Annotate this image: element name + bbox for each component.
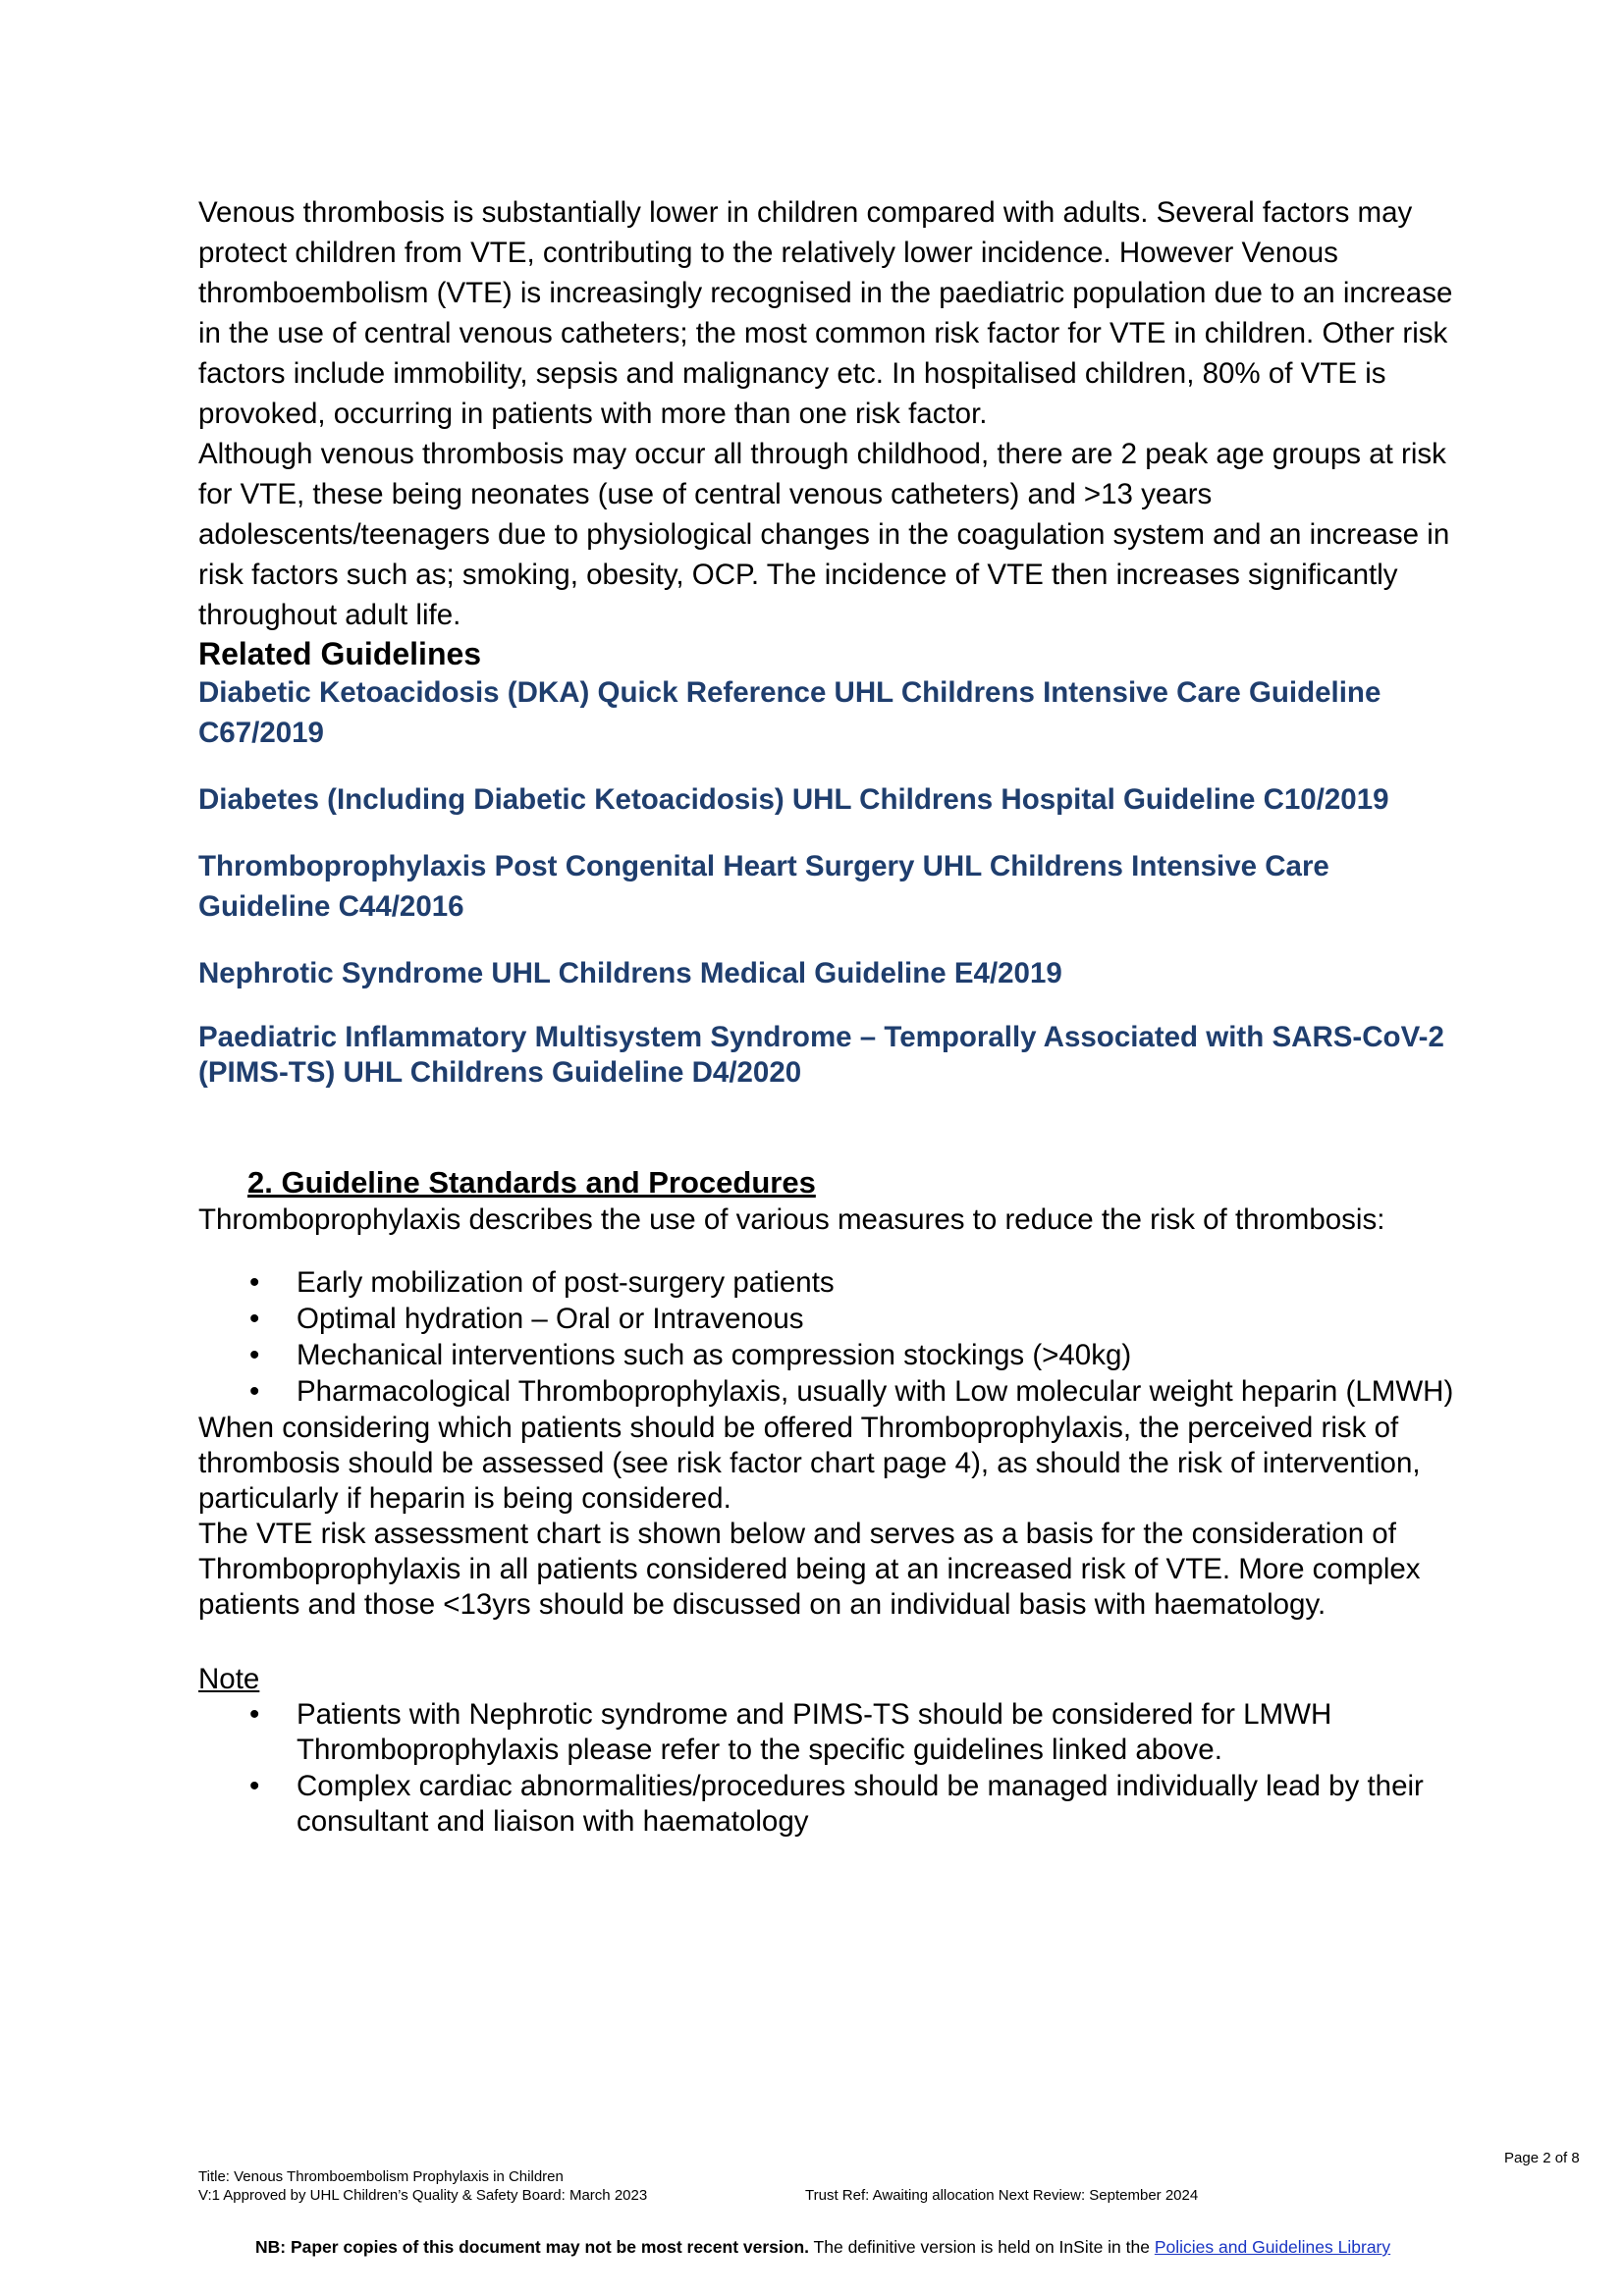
- list-item: • Mechanical interventions such as compression stockings (>40kg): [249, 1339, 1132, 1371]
- bullet-icon: •: [249, 1339, 260, 1371]
- related-link-diabetes[interactable]: Diabetes (Including Diabetic Ketoacidosis) UHL Childrens Hospital Guideline C10/2019: [198, 783, 1389, 816]
- footer-title: Title: Venous Thromboembolism Prophylaxis in Children: [198, 2168, 564, 2185]
- risk-chart-paragraph: The VTE risk assessment chart is shown below and serves as a basis for the consideration of Thromboprophylaxis in all patients considered being at an increased risk of VTE. More complex patients and those <13yrs should be discussed on an individual basis with haematology.: [198, 1518, 1421, 1621]
- bullet-icon: •: [249, 1266, 260, 1299]
- list-item: • Early mobilization of post-surgery patients: [249, 1266, 835, 1299]
- list-item: • Pharmacological Thromboprophylaxis, usually with Low molecular weight heparin (LMWH): [249, 1375, 1454, 1408]
- considering-paragraph: When considering which patients should be offered Thromboprophylaxis, the perceived risk of thrombosis should be assessed (see risk factor chart page 4), as should the risk of intervention, particularly if heparin is being considered.: [198, 1412, 1421, 1515]
- list-item: • Patients with Nephrotic syndrome and PIMS-TS should be considered for LMWH Thromboprophylaxis please refer to the specific guidelines linked above.: [249, 1698, 1332, 1766]
- footer-approval: [198, 2186, 1593, 2205]
- list-item: • Complex cardiac abnormalities/procedures should be managed individually lead by their consultant and liaison with haematology: [249, 1770, 1424, 1838]
- policies-library-link[interactable]: Policies and Guidelines Library: [1154, 2237, 1391, 2257]
- notes-list: [198, 1697, 1465, 1840]
- intro-paragraph-1: Venous thrombosis is substantially lower in children compared with adults. Several factors may protect children from VTE, contributing to the relatively lower incidence. However Venous thromboembolism (VTE) is increasingly recognised in the paediatric population due to an increase in the use of central venous catheters; the most common risk factor for VTE in children. Other risk factors include immobility, sepsis and malignancy etc. In hospitalised children, 80% of VTE is provoked, occurring in patients with more than one risk factor.: [198, 196, 1453, 430]
- thromboprophylaxis-intro: Thromboprophylaxis describes the use of various measures to reduce the risk of thrombosis:: [198, 1203, 1385, 1236]
- footer-nb: [255, 2237, 1390, 2258]
- bullet-icon: •: [249, 1303, 260, 1335]
- related-link-congenital-heart[interactable]: Thromboprophylaxis Post Congenital Heart Surgery UHL Childrens Intensive Care Guideline C44/2016: [198, 850, 1329, 923]
- page-content: [198, 192, 1465, 1841]
- measures-list: [198, 1265, 1465, 1410]
- footer-version: V:1 Approved by UHL Children’s Quality & Safety Board: March 2023: [198, 2187, 648, 2204]
- intro-paragraph-2: Although venous thrombosis may occur all through childhood, there are 2 peak age groups at risk for VTE, these being neonates (use of central venous catheters) and >13 years adolescents/teenagers due to physiological changes in the coagulation system and an increase in risk factors such as; smoking, obesity, OCP. The incidence of VTE then increases significantly throughout adult life.: [198, 438, 1450, 631]
- bullet-icon: •: [249, 1770, 260, 1802]
- related-guidelines-heading: Related Guidelines: [198, 636, 482, 671]
- footer-trust-ref: Trust Ref: Awaiting allocation Next Review: September 2024: [805, 2187, 1199, 2204]
- page-number: Page 2 of 8: [1504, 2150, 1580, 2166]
- nb-text: The definitive version is held on InSite in the: [809, 2237, 1155, 2257]
- bullet-icon: •: [249, 1698, 260, 1731]
- related-link-pims-ts[interactable]: Paediatric Inflammatory Multisystem Syndrome – Temporally Associated with SARS-CoV-2 (PIMS-TS) UHL Childrens Guideline D4/2020: [198, 1021, 1444, 1089]
- related-link-dka[interactable]: Diabetic Ketoacidosis (DKA) Quick Reference UHL Childrens Intensive Care Guideline C67/2019: [198, 676, 1381, 749]
- section-2-heading: 2. Guideline Standards and Procedures: [247, 1165, 816, 1200]
- note-label: Note: [198, 1663, 260, 1695]
- bullet-icon: •: [249, 1375, 260, 1408]
- nb-warning: NB: Paper copies of this document may not be most recent version.: [255, 2237, 810, 2257]
- list-item: • Optimal hydration – Oral or Intravenous: [249, 1303, 804, 1335]
- related-link-nephrotic[interactable]: Nephrotic Syndrome UHL Childrens Medical Guideline E4/2019: [198, 957, 1062, 989]
